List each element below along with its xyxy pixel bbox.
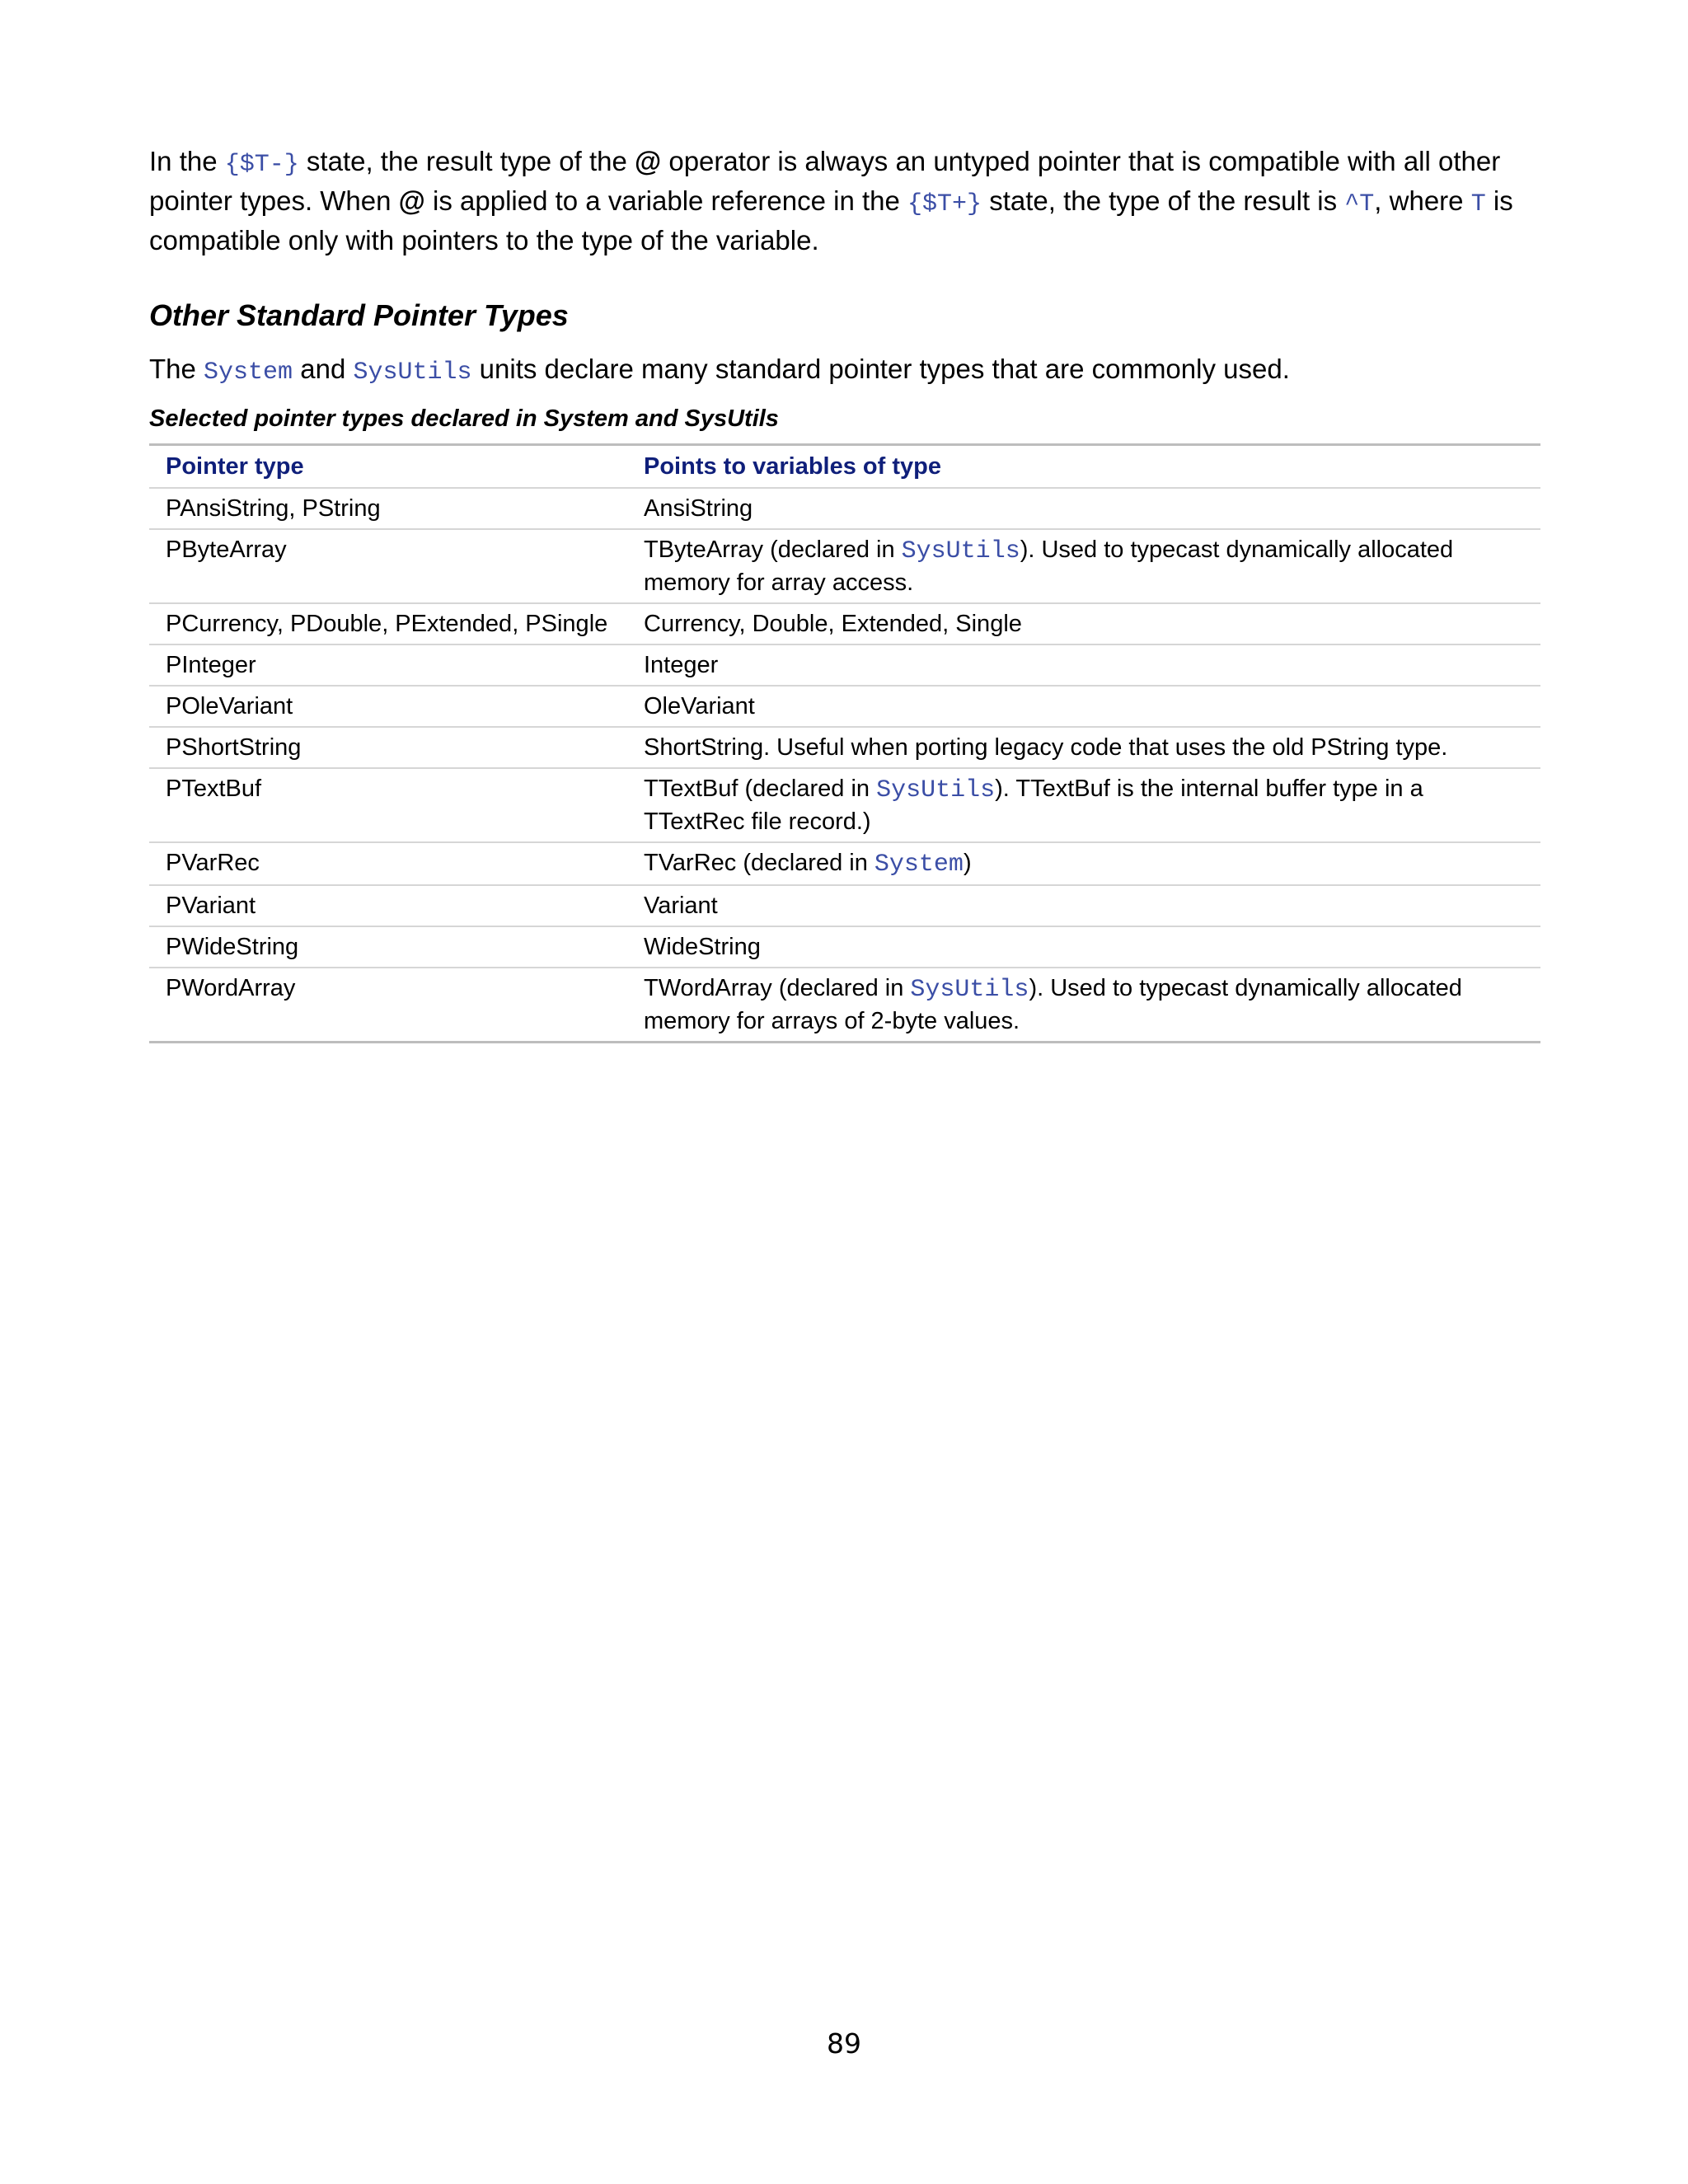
description-text: TVarRec (declared in <box>644 850 874 876</box>
pointer-type-cell: POleVariant <box>149 686 627 727</box>
section-heading: Other Standard Pointer Types <box>149 298 569 332</box>
pointer-type-cell: PCurrency, PDouble, PExtended, PSingle <box>149 603 627 644</box>
table-row <box>149 603 1540 644</box>
description-text: ). Used to typecast dynamically allocated memory for array access. <box>644 537 1454 596</box>
paragraph-text: state, the result type of the <box>298 146 635 176</box>
description-text: ). Used to typecast dynamically allocated memory for arrays of 2-byte values. <box>644 975 1462 1034</box>
pointer-type-cell: PWordArray <box>149 968 627 1043</box>
table-header-row <box>149 445 1540 489</box>
paragraph-text: , where <box>1374 185 1471 216</box>
description-text: TByteArray (declared in <box>644 537 902 563</box>
points-to-cell <box>627 968 1540 1043</box>
description-text: ShortString. Useful when porting legacy code that uses the old PString type. <box>644 734 1448 761</box>
intro-text: and <box>293 354 354 384</box>
intro-paragraph <box>149 143 1540 258</box>
at-operator: @ <box>398 185 425 216</box>
points-to-cell <box>627 727 1540 768</box>
points-to-cell <box>627 603 1540 644</box>
points-to-cell <box>627 488 1540 529</box>
table-row <box>149 644 1540 686</box>
description-text: AnsiString <box>644 495 753 522</box>
code-sysutils: SysUtils <box>353 359 472 387</box>
pointer-type-cell: PByteArray <box>149 529 627 603</box>
points-to-cell <box>627 842 1540 885</box>
code-t: T <box>1470 190 1486 218</box>
table-row <box>149 968 1540 1043</box>
description-text: ). TTextBuf is the internal buffer type in a TTextRec file record.) <box>644 776 1423 835</box>
unit-name-code: SysUtils <box>876 776 996 804</box>
pointer-type-cell: PAnsiString, PString <box>149 488 627 529</box>
unit-name-code: System <box>874 851 964 879</box>
pointer-type-cell: PTextBuf <box>149 768 627 842</box>
table-row <box>149 686 1540 727</box>
table-row <box>149 529 1540 603</box>
points-to-cell <box>627 644 1540 686</box>
code-caret-t: ^T <box>1344 190 1375 218</box>
points-to-cell <box>627 529 1540 603</box>
pointer-type-cell: PShortString <box>149 727 627 768</box>
code-t-minus: {$T-} <box>224 151 299 179</box>
paragraph-text: is compatible only with pointers to the type of the variable. <box>149 185 1513 255</box>
pointer-types-table <box>149 443 1540 1043</box>
description-text: WideString <box>644 934 761 960</box>
description-text: Integer <box>644 652 719 678</box>
description-text: TTextBuf (declared in <box>644 776 877 802</box>
table-row <box>149 488 1540 529</box>
unit-name-code: SysUtils <box>910 976 1029 1004</box>
at-operator: @ <box>634 146 662 176</box>
code-t-plus: {$T+} <box>907 190 982 218</box>
description-text: Variant <box>644 893 718 919</box>
table-row <box>149 842 1540 885</box>
pointer-type-cell: PWideString <box>149 926 627 968</box>
description-text: OleVariant <box>644 693 755 719</box>
points-to-cell <box>627 885 1540 926</box>
pointer-type-cell: PVariant <box>149 885 627 926</box>
points-to-cell <box>627 926 1540 968</box>
section-intro <box>149 351 1290 391</box>
page-number: 89 <box>827 2027 861 2060</box>
table-row <box>149 768 1540 842</box>
intro-text: The <box>149 354 204 384</box>
table-caption: Selected pointer types declared in System and SysUtils <box>149 405 779 432</box>
paragraph-text: operator is always an untyped pointer that is compatible with all other pointer types. When <box>149 146 1501 216</box>
column-header-pointer-type: Pointer type <box>166 453 304 480</box>
table-body <box>149 488 1540 1043</box>
paragraph-text: state, the type of the result is <box>982 185 1345 216</box>
paragraph-text: In the <box>149 146 225 176</box>
description-text: Currency, Double, Extended, Single <box>644 611 1022 637</box>
description-text: ) <box>963 850 972 876</box>
description-text: TWordArray (declared in <box>644 975 911 1001</box>
table-row <box>149 727 1540 768</box>
unit-name-code: SysUtils <box>901 537 1020 565</box>
column-header-points-to: Points to variables of type <box>644 453 941 480</box>
document-page <box>149 143 1540 1034</box>
points-to-cell <box>627 768 1540 842</box>
paragraph-text: is applied to a variable reference in the <box>424 185 908 216</box>
pointer-type-cell: PInteger <box>149 644 627 686</box>
points-to-cell <box>627 686 1540 727</box>
table-row <box>149 926 1540 968</box>
pointer-type-cell: PVarRec <box>149 842 627 885</box>
table-row <box>149 885 1540 926</box>
intro-text: units declare many standard pointer types that are commonly used. <box>471 354 1290 384</box>
code-system: System <box>204 359 293 387</box>
